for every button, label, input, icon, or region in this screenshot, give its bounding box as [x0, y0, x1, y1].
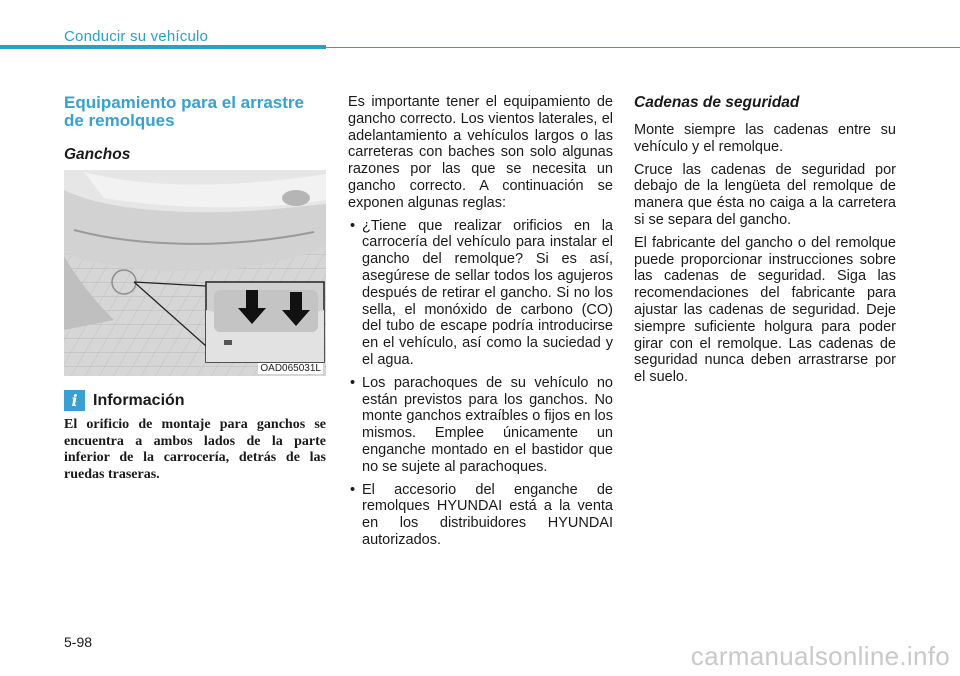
header-thin-rule: [326, 47, 960, 48]
bullet-item: • El accesorio del enganche de remolques HYUNDAI está a la venta en los distribuidores HYUNDAI autorizados.: [348, 482, 613, 549]
paragraph: Cruce las cadenas de seguridad por debajo de la lengüeta del remolque de manera que ésta no caiga a la carretera si se separa del gancho.: [634, 161, 896, 228]
column-middle: [348, 94, 613, 549]
section-title: Equipamiento para el arrastre de remolques: [64, 93, 304, 130]
info-icon: i: [64, 390, 85, 411]
column-right: [634, 94, 896, 386]
column-left: [64, 94, 326, 483]
paragraph: Monte siempre las cadenas entre su vehículo y el remolque.: [634, 122, 896, 155]
info-title: Información: [93, 391, 185, 409]
bullet-item: • Los parachoques de su vehículo no están previstos para los ganchos. No monte ganchos extraíbles o fijos en los mismos. Emplee únicamente un enganche montado en el bastidor que no se sujete al parachoques.: [348, 375, 613, 476]
intro-paragraph: Es importante tener el equipamiento de gancho correcto. Los vientos laterales, el adelantamiento a vehículos largos o las carreteras con baches son solo algunas razones por las que se necesita un gancho correcto. A continuación se exponen algunas reglas:: [348, 94, 613, 211]
header-rule: [0, 45, 326, 49]
bullet-item: • ¿Tiene que realizar orificios en la carrocería del vehículo para instalar el gancho del remolque? Si es así, asegúrese de sellar todos los agujeros después de retirar el gancho. Si no los sella, el monóxido de carbono (CO) del tubo de escape podría introducirse en el vehículo, así como la suciedad y el agua.: [348, 218, 613, 369]
page-number: 5-98: [64, 634, 93, 650]
figure-code: OAD065031L: [260, 363, 321, 374]
watermark: carmanualsonline.info: [690, 641, 950, 671]
paragraph: El fabricante del gancho o del remolque puede proporcionar instrucciones sobre las cadenas de seguridad. Siga las recomendaciones del fabricante para ajustar las cadenas de seguridad. Deje siempre suficiente holgura para poder girar con el remolque. Las cadenas de seguridad nunca deben arrastrarse por el suelo.: [634, 234, 896, 386]
subsection-title: Ganchos: [64, 146, 131, 163]
subsection-title: Cadenas de seguridad: [634, 94, 800, 111]
running-header: Conducir su vehículo: [64, 28, 209, 45]
info-box-header: [64, 390, 326, 411]
car-illustration: [64, 170, 326, 376]
figure-car-rear-hitch: [64, 170, 326, 376]
info-text: El orificio de montaje para ganchos se encuentra a ambos lados de la parte inferior de la carrocería, detrás de las ruedas traseras.: [64, 417, 326, 482]
